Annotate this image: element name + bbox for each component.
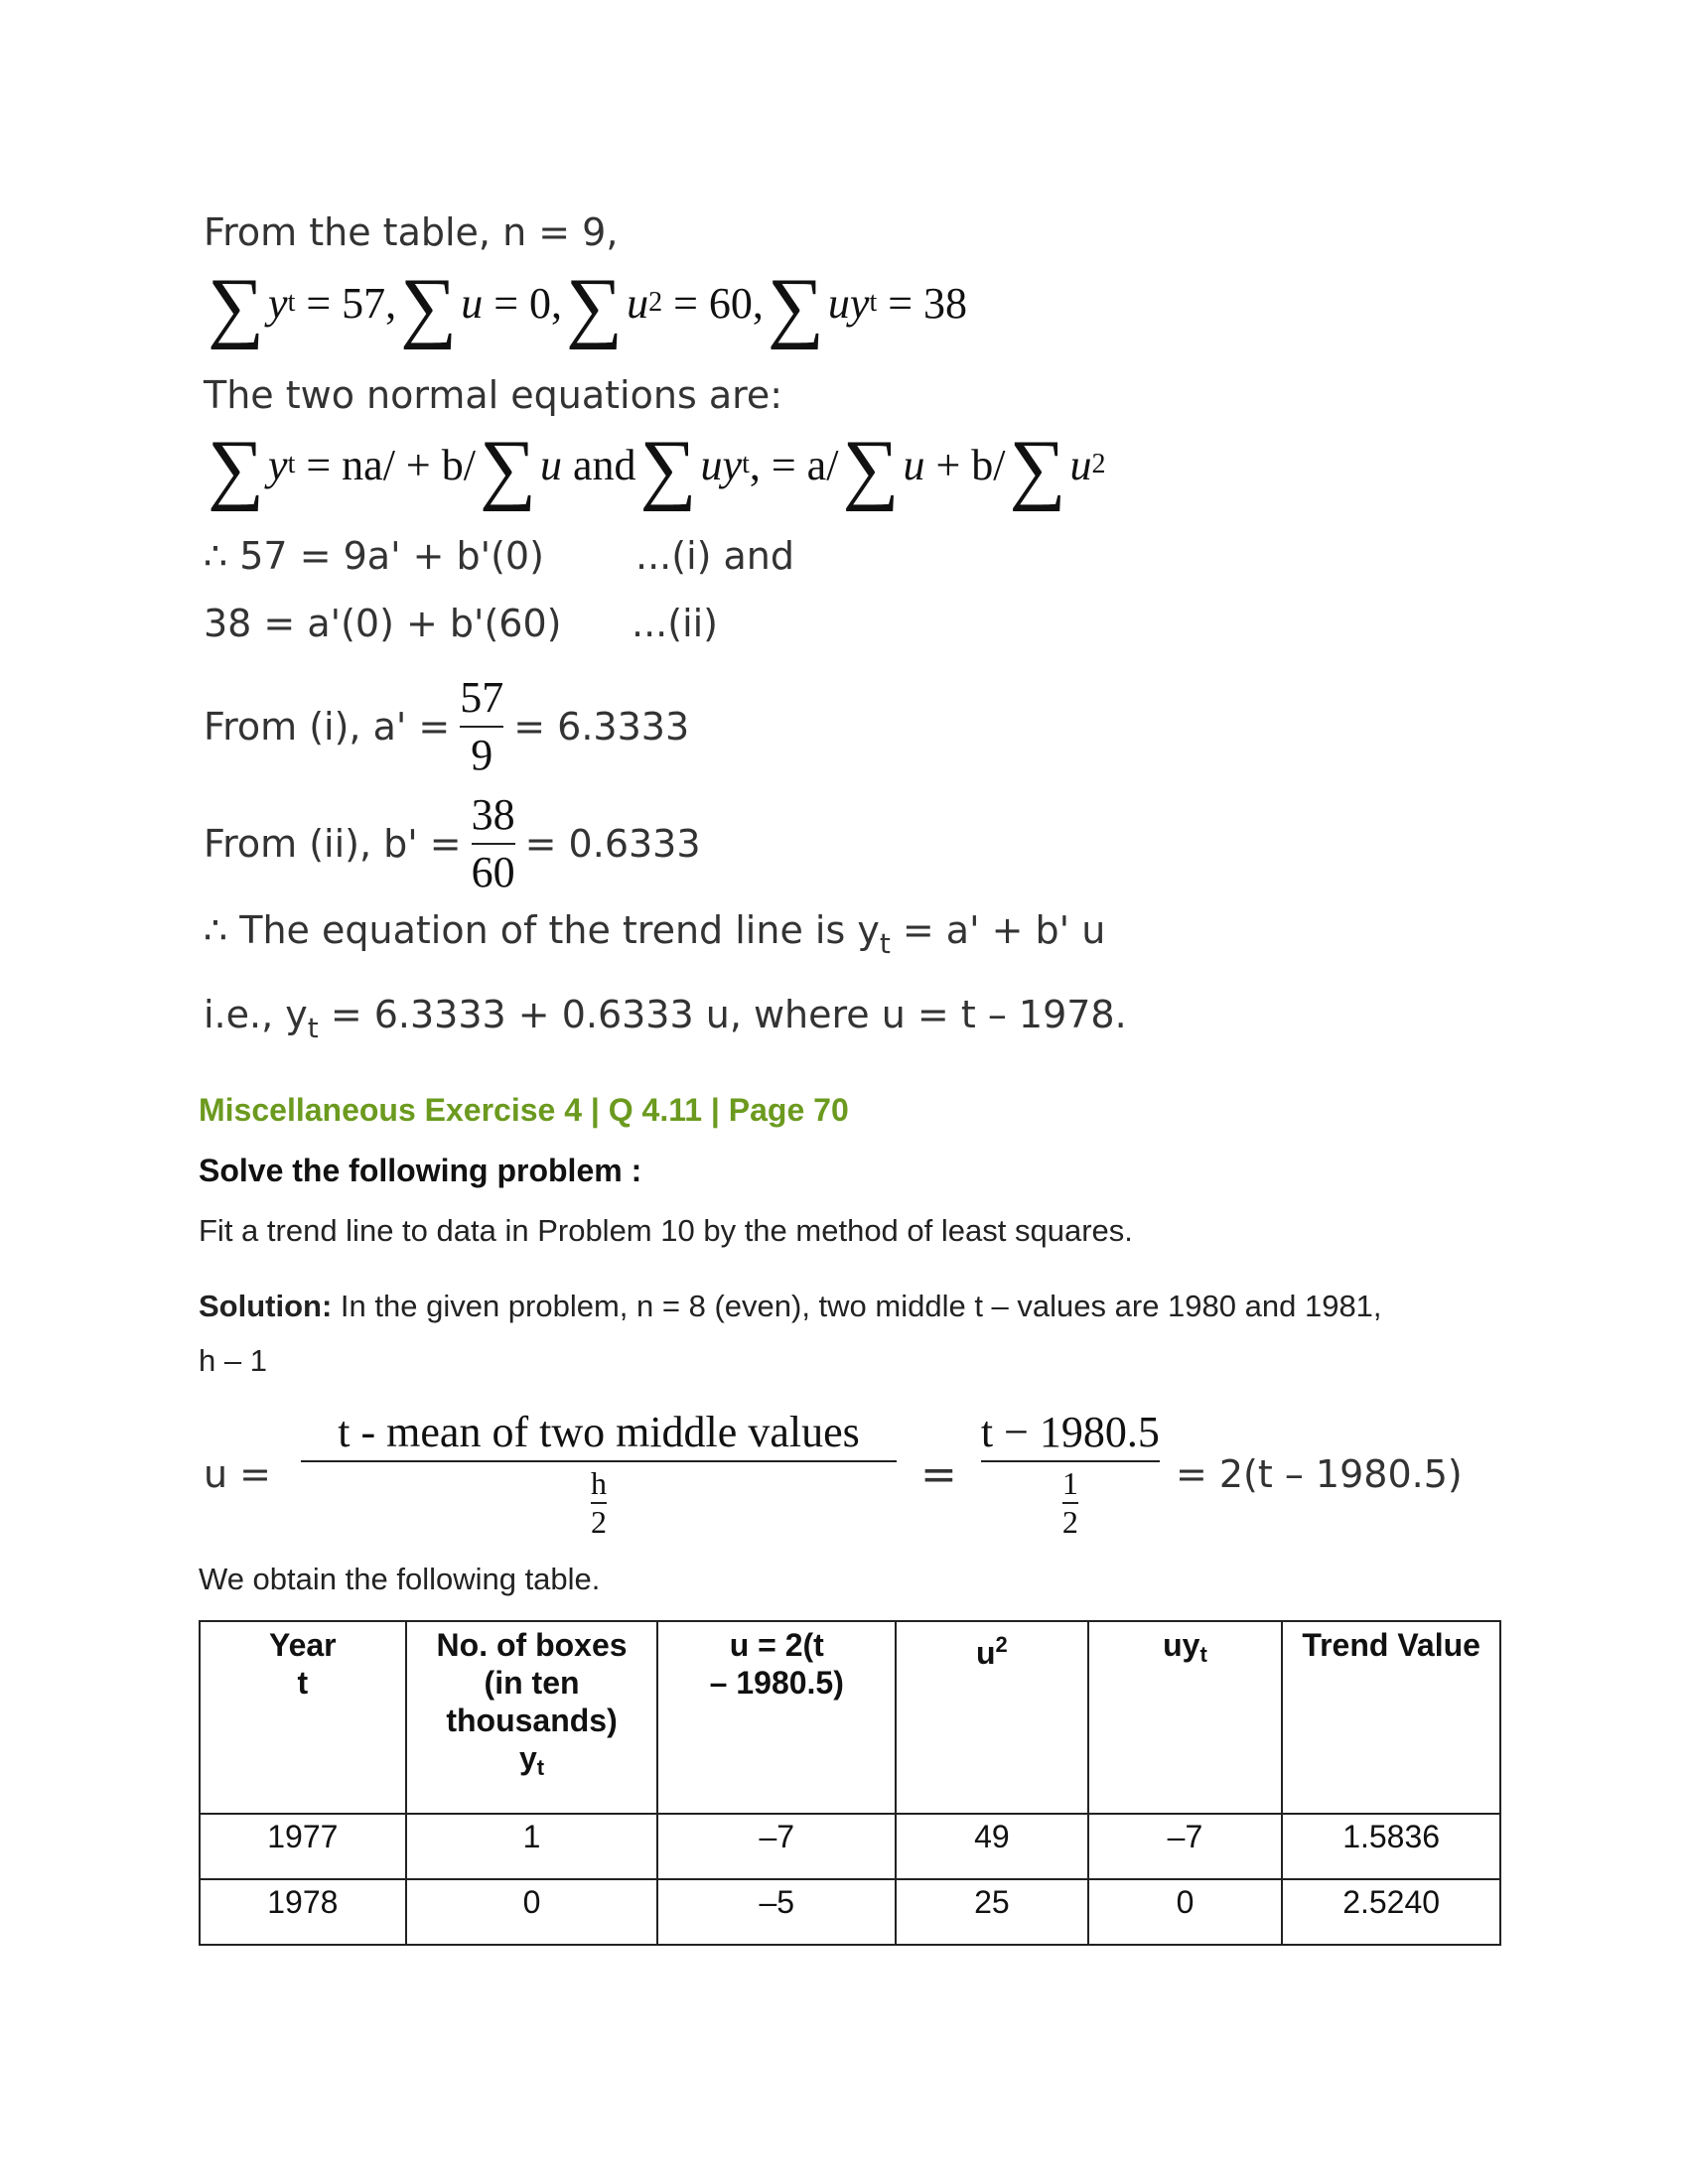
solution-paragraph: [199, 1289, 1382, 1324]
header-boxes: No. of boxes (in ten thousands) yt: [406, 1621, 658, 1814]
equation-i-tag: ...(i) and: [635, 534, 795, 578]
from-ii-label: From (ii), b' =: [204, 822, 462, 866]
problem-text: Fit a trend line to data in Problem 10 by the method of least squares.: [199, 1213, 1133, 1248]
sigma-symbol: ∑: [842, 425, 900, 512]
ie-text: i.e., y: [204, 993, 308, 1036]
table-row: [200, 1814, 1500, 1879]
fraction-numerator: t - mean of two middle values: [338, 1407, 860, 1456]
fraction-denominator: 2: [591, 1504, 608, 1541]
sum-uyt-value: = 38: [888, 278, 968, 328]
fraction-numerator: h: [591, 1465, 608, 1501]
normal-eq-plus-b: + b/: [935, 440, 1006, 489]
solve-heading: Solve the following problem :: [199, 1153, 642, 1188]
from-table-text: From the table, n = 9,: [204, 210, 619, 254]
header-year: Year t: [200, 1621, 406, 1814]
fraction-numerator: 57: [460, 672, 504, 722]
from-i-line: [204, 667, 689, 786]
table-row: [200, 1879, 1500, 1945]
normal-eq-mid: , = a/: [749, 440, 839, 489]
sigma-symbol: ∑: [1009, 425, 1066, 512]
sigma-symbol: ∑: [639, 425, 697, 512]
sums-line: ∑ y t = 57, ∑ u = 0, ∑ u 2 = 60, ∑ uy t = 38: [208, 263, 968, 350]
cell-u: –7: [657, 1814, 896, 1879]
fraction-1-2: [1062, 1466, 1078, 1540]
from-ii-result: = 0.6333: [524, 822, 701, 866]
trend-line-rhs: = a' + b' u: [890, 908, 1106, 952]
fraction-denominator: 2: [1061, 1504, 1078, 1541]
cell-trend-value: 2.5240: [1282, 1879, 1500, 1945]
cell-boxes: 0: [406, 1879, 658, 1945]
equation-ii-tag: ...(ii): [632, 602, 719, 645]
sigma-symbol: ∑: [566, 263, 624, 350]
cell-u-squared: 25: [896, 1879, 1088, 1945]
trend-line-text: ∴ The equation of the trend line is y: [204, 908, 880, 952]
header-uyt: uyt: [1088, 1621, 1283, 1814]
fraction-numerator: 38: [471, 789, 515, 839]
fraction-denominator: 9: [471, 731, 493, 779]
sigma-symbol: ∑: [400, 263, 458, 350]
fraction-57-9: [460, 674, 503, 780]
u-equals: u =: [204, 1452, 272, 1496]
ie-rhs: = 6.3333 + 0.6333 u, where u = t – 1978.: [318, 993, 1127, 1036]
normal-equations-line: ∑ y t = na/ + b/ ∑ u and ∑ uy t , = a/ ∑ u + b/ ∑ u 2: [208, 425, 1106, 512]
sigma-symbol: ∑: [767, 263, 824, 350]
header-u: u = 2(t – 1980.5): [657, 1621, 896, 1814]
header-u-squared: $u^2$: [896, 1621, 1088, 1814]
solution-text: In the given problem, n = 8 (even), two middle t – values are 1980 and 1981,: [332, 1289, 1382, 1323]
sigma-symbol: ∑: [479, 425, 536, 512]
sigma-symbol: ∑: [208, 425, 265, 512]
solution-label: Solution:: [199, 1289, 333, 1323]
fraction-numerator: 1: [1061, 1465, 1078, 1501]
table-header-row: [200, 1621, 1500, 1814]
cell-u-squared: 49: [896, 1814, 1088, 1879]
from-i-result: = 6.3333: [513, 705, 690, 749]
normal-eq-lhs: = na/ + b/: [306, 440, 476, 489]
trend-line-ie: i.e., $y_t = 6.3333 + 0.6333$ u, where u = t – 1978.: [204, 993, 1127, 1044]
u-formula: [204, 1400, 1463, 1549]
cell-u: –5: [657, 1879, 896, 1945]
and-word: and: [572, 440, 636, 489]
normal-eq-intro: The two normal equations are:: [204, 373, 783, 417]
sum-yt-value: = 57,: [306, 278, 397, 328]
from-i-label: From (i), a' =: [204, 705, 451, 749]
equation-ii: 38 = a'(0) + b'(60): [204, 602, 562, 645]
cell-trend-value: 1.5836: [1282, 1814, 1500, 1879]
table-intro: We obtain the following table.: [199, 1562, 601, 1596]
sum-u2-value: = 60,: [673, 278, 764, 328]
data-table: [199, 1620, 1501, 1946]
solution-text-2: h – 1: [199, 1343, 267, 1378]
sigma-symbol: ∑: [208, 263, 265, 350]
fraction-t-1980: [981, 1409, 1160, 1541]
fraction-denominator: 60: [471, 848, 515, 896]
fraction-38-60: [472, 791, 515, 897]
fraction-mean-middle: [301, 1409, 897, 1541]
fraction-numerator: t − 1980.5: [980, 1407, 1160, 1456]
sum-u-value: = 0,: [493, 278, 563, 328]
header-trend-value: Trend Value: [1282, 1621, 1500, 1814]
equals-sign: =: [920, 1448, 957, 1500]
fraction-h-2: [591, 1466, 607, 1540]
equation-i: ∴ 57 = 9a' + b'(0): [204, 534, 544, 578]
cell-uyt: 0: [1088, 1879, 1283, 1945]
cell-year: 1977: [200, 1814, 406, 1879]
from-ii-line: [204, 784, 701, 903]
cell-uyt: –7: [1088, 1814, 1283, 1879]
exercise-heading[interactable]: Miscellaneous Exercise 4 | Q 4.11 | Page 70: [199, 1092, 849, 1128]
u-formula-result: = 2(t – 1980.5): [1175, 1452, 1463, 1496]
trend-line-equation: ∴ The equation of the trend line is $y_t = a' + b'$ u: [204, 908, 1106, 960]
cell-boxes: 1: [406, 1814, 658, 1879]
cell-year: 1978: [200, 1879, 406, 1945]
